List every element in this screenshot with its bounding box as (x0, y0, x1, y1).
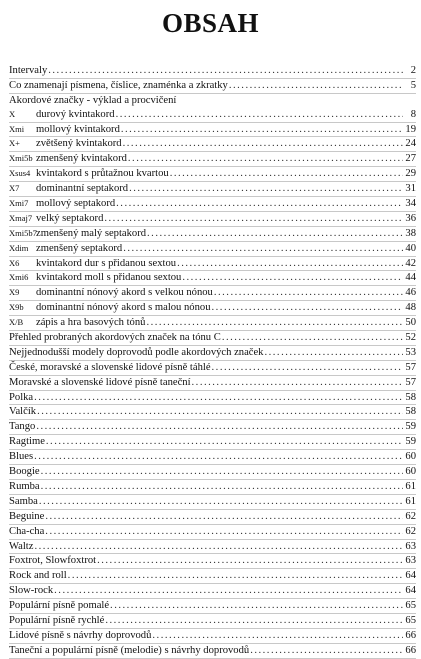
toc-entry (9, 197, 416, 212)
toc-entry (9, 316, 416, 331)
dot-leader (228, 79, 403, 93)
toc-entry-label: Waltz (9, 540, 34, 552)
toc-entry (9, 554, 416, 569)
toc-page-number: 38 (405, 227, 416, 239)
toc-entry-label: Nejjednodušší modely doprovodů podle akordových značek (9, 346, 264, 358)
toc-entry (9, 614, 416, 629)
toc-entry-label: Tango (9, 421, 36, 433)
dot-leader (109, 599, 403, 613)
dot-leader (169, 167, 403, 181)
toc-entry (9, 167, 416, 182)
toc-entry-label: Rumba (9, 480, 40, 492)
toc-page-number: 31 (405, 183, 416, 195)
toc-entry-label: kvintakord dur s přidanou sextou (36, 257, 177, 269)
toc-entry (9, 480, 416, 495)
toc-page-number: 5 (410, 79, 416, 91)
toc-entry (9, 152, 416, 167)
toc-page-number: 57 (405, 376, 416, 388)
dot-leader (122, 242, 403, 256)
dot-leader (128, 182, 403, 196)
dot-leader (38, 495, 403, 509)
toc-entry-label: Akordové značky - výklad a procvičení (9, 94, 177, 106)
toc-entry (9, 405, 416, 420)
toc-page-number: 62 (405, 525, 416, 537)
toc-page-number: 29 (405, 168, 416, 180)
dot-leader (104, 614, 403, 628)
dot-leader (145, 316, 403, 330)
toc-page-number: 63 (405, 540, 416, 552)
dot-leader (213, 286, 403, 300)
toc-entry-label: kvintakord s průtažnou kvartou (36, 168, 169, 180)
toc-entry-label: zmenšený septakord (36, 242, 123, 254)
dot-leader (40, 465, 403, 479)
toc-entry (9, 435, 416, 450)
toc-entry-label: Beguine (9, 510, 45, 522)
toc-entry (9, 644, 416, 659)
toc-page-number: 44 (405, 272, 416, 284)
toc-entry-label: durový kvintakord (36, 108, 115, 120)
toc-page-number: 65 (405, 614, 416, 626)
toc-entry (9, 599, 416, 614)
toc-page-number: 64 (405, 585, 416, 597)
toc-entry-label: velký septakord (36, 212, 104, 224)
toc-entry (9, 569, 416, 584)
toc-entry (9, 242, 416, 257)
toc-entry-label: zápis a hra basových tónů (36, 317, 146, 329)
toc-entry-label: Valčík (9, 406, 37, 418)
toc-entry (9, 79, 416, 94)
dot-leader (47, 64, 403, 78)
chord-symbol: Xmi6 (9, 272, 29, 283)
toc-entry-label: Rock and roll (9, 570, 67, 582)
dot-leader (103, 212, 403, 226)
toc-entry-label: Polka (9, 391, 34, 403)
toc-entry (9, 525, 416, 540)
toc-page-number: 58 (405, 391, 416, 403)
toc-entry-label: Intervaly (9, 65, 48, 76)
toc-entry-label: Populární písně pomalé (9, 600, 110, 612)
toc-page-number: 48 (405, 302, 416, 314)
toc-page-number: 27 (405, 153, 416, 165)
toc-entry (9, 510, 416, 525)
toc-entry-label: Populární písně rychlé (9, 614, 105, 626)
toc-page-number: 65 (405, 600, 416, 612)
toc-entry (9, 94, 416, 108)
toc-entry-label: Ragtime (9, 436, 45, 448)
toc-page-number: 60 (405, 451, 416, 463)
toc-entry (9, 331, 416, 346)
dot-leader (263, 346, 403, 360)
toc-page-number: 46 (405, 287, 416, 299)
toc-entry-label: dominantní nónový akord s malou nónou (36, 302, 211, 314)
toc-entry (9, 123, 416, 138)
dot-leader (146, 227, 403, 241)
toc-page-number: 59 (405, 436, 416, 448)
toc-entry (9, 182, 416, 197)
chord-symbol: Xmi7 (9, 198, 29, 209)
toc-entry (9, 584, 416, 599)
toc-page-number: 40 (405, 242, 416, 254)
toc-entry-label: dominantní septakord (36, 183, 129, 195)
dot-leader (33, 450, 403, 464)
toc-entry-label: kvintakord moll s přidanou sextou (36, 272, 182, 284)
toc-entry-label: Samba (9, 495, 38, 507)
chord-symbol: X/B (9, 317, 24, 328)
toc-entry (9, 257, 416, 272)
dot-leader (96, 554, 403, 568)
dot-leader (181, 271, 403, 285)
toc-entry (9, 465, 416, 480)
dot-leader (35, 420, 403, 434)
toc-entry (9, 629, 416, 644)
toc-entry (9, 391, 416, 406)
dot-leader (33, 540, 403, 554)
table-of-contents (9, 64, 416, 659)
toc-entry-label: zmenšený malý septakord (36, 227, 147, 239)
chord-symbol: Xdim (9, 242, 29, 253)
toc-page-number: 24 (405, 138, 416, 150)
toc-entry-label: Boogie (9, 466, 40, 478)
toc-entry-label: dominantní nónový akord s velkou nónou (36, 287, 213, 299)
chord-symbol: Xmi5b7 (9, 227, 37, 238)
toc-entry (9, 540, 416, 555)
toc-entry-label: zmenšený kvintakord (36, 153, 127, 165)
toc-entry (9, 271, 416, 286)
page-title: OBSAH (161, 8, 260, 38)
toc-page-number: 57 (405, 361, 416, 373)
toc-page-number: 42 (405, 257, 416, 269)
toc-entry (9, 495, 416, 510)
toc-page-number: 19 (405, 123, 416, 135)
dot-leader (211, 301, 404, 315)
chord-symbol: X+ (9, 138, 20, 149)
toc-page-number: 59 (405, 421, 416, 433)
toc-page-number: 53 (405, 346, 416, 358)
dot-leader (33, 391, 403, 405)
toc-entry (9, 212, 416, 227)
dot-leader (151, 629, 403, 643)
chord-symbol: X7 (9, 183, 20, 194)
toc-page-number: 61 (405, 495, 416, 507)
dot-leader (221, 331, 403, 345)
toc-entry-label: Co znamenají písmena, číslice, znaménka a zkratky (9, 79, 228, 91)
toc-entry-label: mollový septakord (36, 198, 116, 210)
dot-leader (127, 152, 403, 166)
chord-symbol: X9 (9, 287, 20, 298)
toc-entry (9, 450, 416, 465)
toc-page-number: 64 (405, 570, 416, 582)
dot-leader (176, 257, 403, 271)
toc-entry-label: Foxtrot, Slowfoxtrot (9, 555, 97, 567)
toc-entry (9, 376, 416, 391)
toc-page-number: 36 (405, 212, 416, 224)
toc-page-number: 2 (410, 65, 416, 76)
chord-symbol: Xsus4 (9, 168, 31, 179)
dot-leader (45, 435, 403, 449)
toc-entry (9, 64, 416, 79)
toc-entry-label: mollový kvintakord (36, 123, 120, 135)
toc-page-number: 8 (410, 108, 416, 120)
toc-entry-label: Přehled probraných akordových značek na tónu C (9, 332, 221, 344)
toc-entry (9, 227, 416, 242)
toc-entry-label: Cha-cha (9, 525, 45, 537)
toc-page-number: 58 (405, 406, 416, 418)
toc-page-number: 34 (405, 198, 416, 210)
toc-entry (9, 301, 416, 316)
toc-entry (9, 346, 416, 361)
toc-entry-label: České, moravské a slovenské lidové písně táhlé (9, 361, 211, 373)
dot-leader (115, 108, 403, 122)
chord-symbol: Xmaj7 (9, 212, 33, 223)
dot-leader (36, 405, 403, 419)
dot-leader (122, 137, 403, 151)
toc-entry (9, 286, 416, 301)
toc-page-number: 62 (405, 510, 416, 522)
toc-page-number: 52 (405, 332, 416, 344)
chord-symbol: X9b (9, 302, 24, 313)
dot-leader (120, 123, 403, 137)
dot-leader (211, 361, 403, 375)
toc-entry (9, 361, 416, 376)
toc-entry-label: Slow-rock (9, 585, 54, 597)
dot-leader (44, 510, 403, 524)
toc-entry (9, 108, 416, 123)
dot-leader (191, 376, 403, 390)
toc-entry-label: zvětšený kvintakord (36, 138, 122, 150)
chord-symbol: X6 (9, 257, 20, 268)
toc-page-number: 66 (405, 644, 416, 656)
dot-leader (67, 569, 403, 583)
toc-page-number: 60 (405, 466, 416, 478)
toc-entry-label: Blues (9, 451, 34, 463)
toc-entry-label: Taneční a populární písně (melodie) s návrhy doprovodů (9, 644, 250, 656)
dot-leader (249, 644, 403, 658)
dot-leader (53, 584, 403, 598)
toc-page-number: 61 (405, 480, 416, 492)
toc-entry (9, 420, 416, 435)
toc-page-number: 63 (405, 555, 416, 567)
chord-symbol: Xmi5b (9, 153, 33, 164)
chord-symbol: X (9, 108, 16, 119)
dot-leader (115, 197, 403, 211)
toc-entry-label: Lidové písně s návrhy doprovodů (9, 629, 152, 641)
dot-leader (44, 525, 403, 539)
chord-symbol: Xmi (9, 123, 25, 134)
toc-entry-label: Moravské a slovenské lidové písně taneční (9, 376, 191, 388)
dot-leader (40, 480, 403, 494)
toc-entry (9, 137, 416, 152)
toc-page-number: 66 (405, 629, 416, 641)
toc-page-number: 50 (405, 317, 416, 329)
